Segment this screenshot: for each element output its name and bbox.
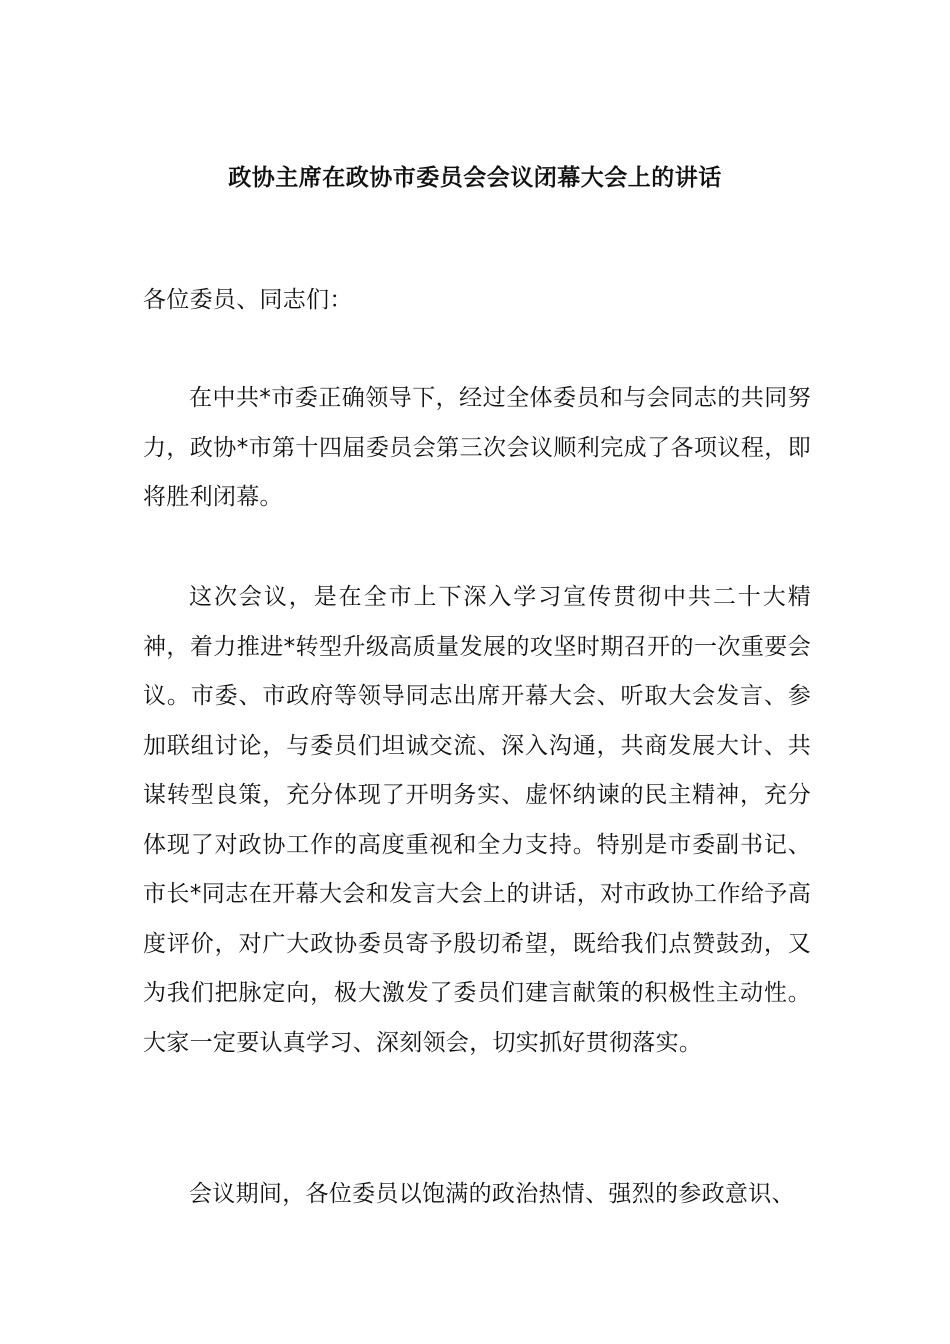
paragraph-1: 在中共*市委正确领导下，经过全体委员和与会同志的共同努力，政协*市第十四届委员会第三次会议顺利完成了各项议程，即将胜利闭幕。 xyxy=(143,385,811,510)
paragraph-3: 会议期间，各位委员以饱满的政治热情、强烈的参政意识、 xyxy=(189,1181,795,1207)
salutation: 各位委员、同志们： xyxy=(143,287,353,313)
paragraph-2: 这次会议，是在全市上下深入学习宣传贯彻中共二十大精神，着力推进*转型升级高质量发展的攻坚时期召开的一次重要会议。市委、市政府等领导同志出席开幕大会、听取大会发言、参加联组讨论，与委员们坦诚交流、深入沟通，共商发展大计、共谋转型良策，充分体现了开明务实、虚怀纳谏的民主精神，充分体现了对政协工作的高度重视和全力支持。特别是市委副书记、市长*同志在开幕大会和发言大会上的讲话，对市政协工作给予高度评价，对广大政协委员寄予殷切希望，既给我们点赞鼓劲，又为我们把脉定向，极大激发了委员们建言献策的积极性主动性。大家一定要认真学习、深刻领会，切实抓好贯彻落实。 xyxy=(143,584,811,1056)
document-title: 政协主席在政协市委员会会议闭幕大会上的讲话 xyxy=(228,165,722,191)
